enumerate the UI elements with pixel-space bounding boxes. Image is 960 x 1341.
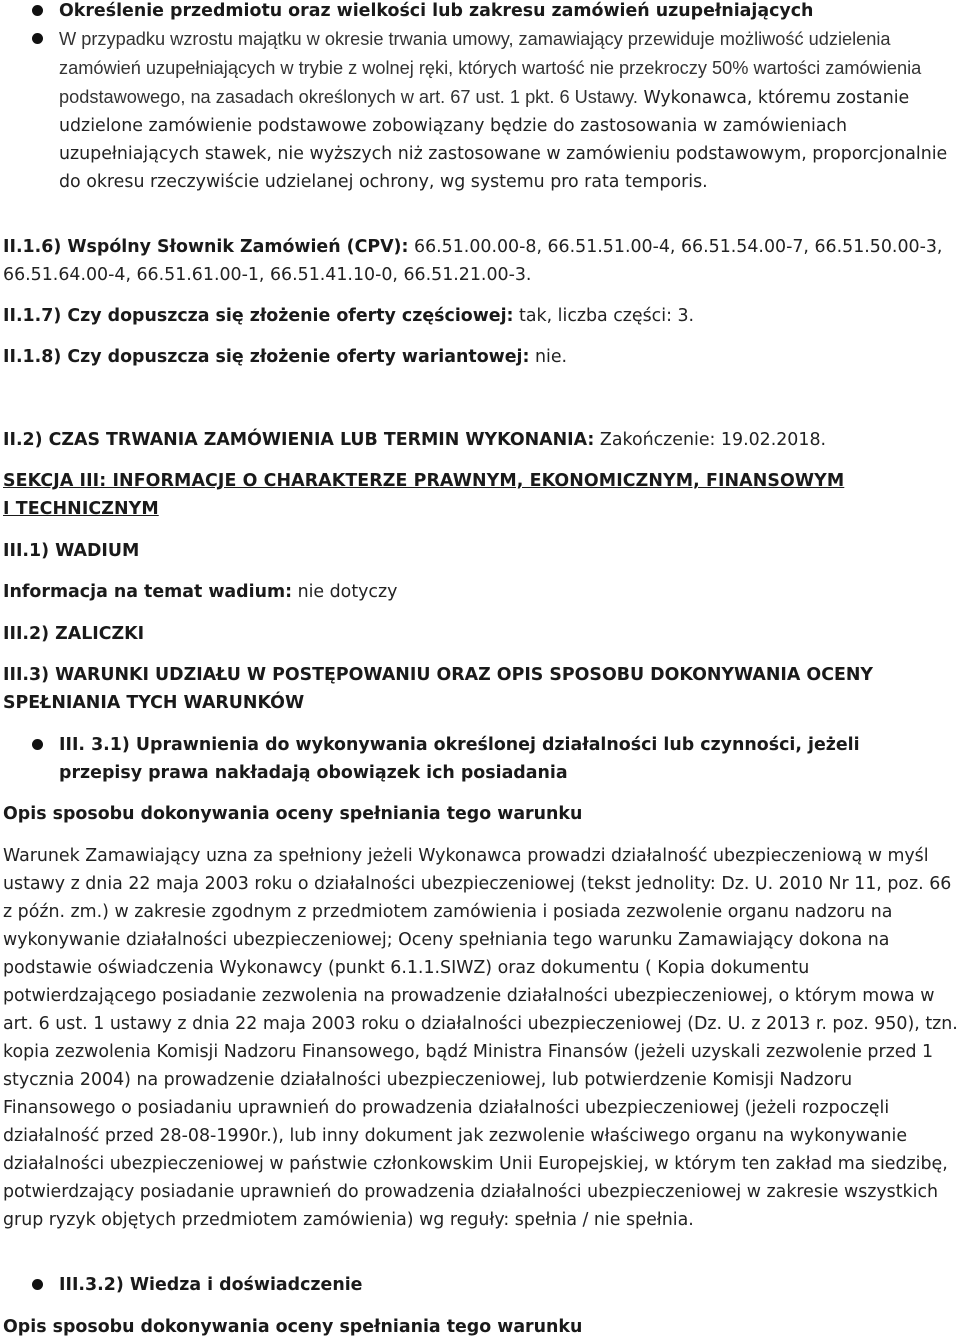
variant-offer-line [3,343,958,371]
bullet-supplementary-orders [59,25,954,196]
assessment-heading: Opis sposobu dokonywania oceny spełniania tego warunku [3,804,583,824]
partial-offer-value: tak, liczba części: 3. [519,306,695,326]
wadium-heading: III.1) WADIUM [3,541,140,561]
bullet-heading-authorizations: III. 3.1) Uprawnienia do wykonywania określonej działalności lub czynności, jeżeli przepisy prawa nakładają obowiązek ich posiadania [59,735,860,783]
cpv-label: II.1.6) Wspólny Słownik Zamówień (CPV): [3,237,409,257]
partial-offer-line [3,302,958,330]
assessment-heading-2: Opis sposobu dokonywania oceny spełniania tego warunku [3,1317,583,1337]
bullet-icon [32,739,43,750]
cpv-line [3,233,958,289]
bullet-heading-experience: III.3.2) Wiedza i doświadczenie [59,1275,363,1295]
variant-offer-label: II.1.8) Czy dopuszcza się złożenie oferty wariantowej: [3,347,530,367]
condition-paragraph: Warunek Zamawiający uzna za spełniony jeżeli Wykonawca prowadzi działalność ubezpieczeniową w myśl ustawy z dnia 22 maja 2003 roku o działalności ubezpieczeniowej (tekst jednolity: Dz. U. 2010 Nr 11, poz. 66 z późn. zm.) w zakresie zgodnym z przedmiotem zamówienia i posiada zezwolenie organu nadzoru na wykonywanie działalności ubezpieczeniowej; Oceny spełniania tego warunku Zamawiający dokona na podstawie oświadczenia Wykonawcy (punkt 6.1.1.SIWZ) oraz dokumentu ( Kopia dokumentu potwierdzającego posiadanie zezwolenia na prowadzenie działalności ubezpieczeniowej, o którym mowa w art. 6 ust. 1 ustawy z dnia 22 maja 2003 roku o działalności ubezpieczeniowej (Dz. U. z 2013 r. poz. 950), tzn. kopia zezwolenia Komisji Nadzoru Finansowego, bądź Ministra Finansów (jeżeli uzyskali zezwolenie przed 1 stycznia 2004) na prowadzenie działalności ubezpieczeniowej, lub potwierdzenie Komisji Nadzoru Finansowego o posiadaniu uprawnień do prowadzenia działalności ubezpieczeniowej (jeżeli rozpoczęli działalność przed 28-08-1990r.), lub inny dokument jak zezwolenie właściwego organu na wykonywanie działalności ubezpieczeniowej w państwie członkowskim Unii Europejskiej, w którym ten zakład ma siedzibę, potwierdzający posiadanie uprawnień do prowadzenia działalności ubezpieczeniowej w zakresie wszystkich grup ryzyk objętych przedmiotem zamówienia) wg reguły: spełnia / nie spełnia. [3,846,958,1230]
duration-label: II.2) CZAS TRWANIA ZAMÓWIENIA LUB TERMIN WYKONANIA: [3,430,595,450]
supplementary-orders-text-continued: Wykonawca, któremu zostanie udzielone zamówienie podstawowe zobowiązany będzie do zastosowania w zamówieniach uzupełniających stawek, nie wyższych niż zastosowane w zamówieniu podstawowym, proporcjonalnie do okresu rzeczywiście udzielanej ochrony, wg systemu pro rata temporis. [59,88,948,192]
wadium-info-value: nie dotyczy [297,582,398,602]
bullet-heading-scope: Określenie przedmiotu oraz wielkości lub zakresu zamówień uzupełniających [59,1,814,21]
zaliczki-heading: III.2) ZALICZKI [3,624,145,644]
supplementary-orders-text: W przypadku wzrostu majątku w okresie trwania umowy, zamawiający przewiduje możliwość udzielenia zamówień uzupełniających w trybie z wolnej ręki, których wartość nie przekroczy 50% wartości zamówienia podstawowego, na zasadach określonych w art. 67 ust. 1 pkt. 6 Ustawy. [59,29,922,107]
section-3-title: SEKCJA III: INFORMACJE O CHARAKTERZE PRAWNYM, EKONOMICZNYM, FINANSOWYM I TECHNICZNYM [3,471,845,519]
duration-line [3,426,958,454]
duration-value: Zakończenie: 19.02.2018. [599,430,827,450]
bullet-icon [32,5,43,16]
variant-offer-value: nie. [534,347,568,367]
bullet-icon [32,33,43,44]
wadium-info-label: Informacja na temat wadium: [3,582,293,602]
warunki-heading: III.3) WARUNKI UDZIAŁU W POSTĘPOWANIU ORAZ OPIS SPOSOBU DOKONYWANIA OCENY SPEŁNIANIA TYCH WARUNKÓW [3,665,873,713]
cpv-value: 66.51.00.00-8, 66.51.51.00-4, 66.51.54.00-7, 66.51.50.00-3, 66.51.64.00-4, 66.51.61.00-1, 66.51.41.10-0, 66.51.21.00-3. [3,237,943,285]
wadium-info-line [3,578,958,606]
partial-offer-label: II.1.7) Czy dopuszcza się złożenie oferty częściowej: [3,306,514,326]
bullet-icon [32,1279,43,1290]
